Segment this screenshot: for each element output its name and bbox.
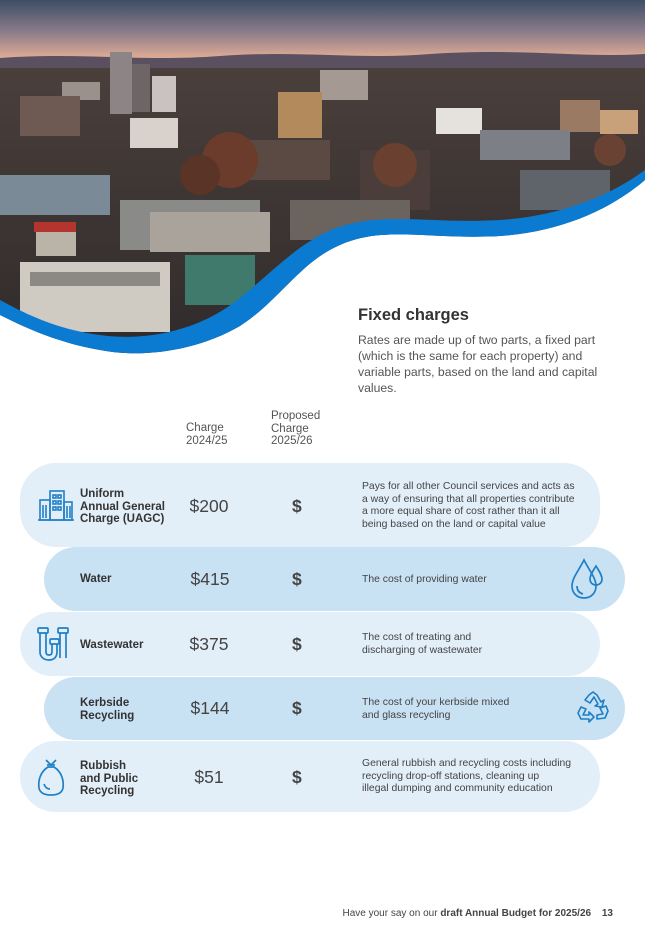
- city-skyline-image: [0, 0, 645, 370]
- charge-row-wastewater: [20, 612, 600, 676]
- charge-row-uagc: [20, 463, 600, 547]
- section-intro: Rates are made up of two parts, a fixed part (which is the same for each property) and variable parts, based on the land and capital values.: [358, 333, 598, 395]
- hero-city-photo: [0, 0, 645, 370]
- charge-name: Uniform Annual General Charge (UAGC): [80, 488, 165, 525]
- charge-description: The cost of providing water: [362, 574, 487, 585]
- column-header-proposed: [271, 410, 320, 448]
- charge-name: Rubbish and Public Recycling: [80, 760, 139, 797]
- page-footer: [342, 908, 613, 919]
- proposed-charge-2025-26: $: [292, 569, 302, 589]
- column-header-charge-line2: 2024/25: [186, 434, 228, 447]
- column-header-proposed-line1: Proposed: [271, 410, 321, 422]
- proposed-charge-2025-26: $: [292, 634, 302, 654]
- charge-row-water: [44, 547, 625, 611]
- footer-prefix: Have your say on our: [342, 908, 438, 919]
- charge-2024-25: $375: [189, 634, 229, 654]
- charge-description: Pays for all other Council services and acts as a way of ensuring that all properties contribute a more equal share of cost rather than it all being based on the land or capital value: [362, 481, 575, 530]
- recycle-icon: [576, 691, 610, 728]
- water-drop-icon: [569, 556, 605, 607]
- proposed-charge-2025-26: $: [292, 698, 302, 718]
- building-icon: [38, 488, 74, 527]
- charge-row-kerbside-recycling: [44, 677, 625, 740]
- charge-name: Wastewater: [80, 639, 144, 651]
- charge-description: The cost of treating and discharging of wastewater: [362, 632, 483, 656]
- charge-name: Water: [80, 573, 112, 585]
- charge-2024-25: $415: [190, 569, 230, 589]
- column-header-charge-line1: Charge: [186, 422, 224, 434]
- rubbish-bag-icon: [36, 757, 66, 802]
- charge-description: The cost of your kerbside mixed and glass recycling: [362, 697, 510, 721]
- pipe-icon: [36, 626, 72, 667]
- section-title: Fixed charges: [358, 306, 469, 324]
- proposed-charge-2025-26: $: [292, 767, 302, 787]
- charge-2024-25: $200: [189, 496, 229, 516]
- column-header-proposed-line3: 2025/26: [271, 435, 313, 447]
- footer-document-title: draft Annual Budget for 2025/26: [440, 908, 592, 919]
- charge-name: Kerbside Recycling: [80, 697, 135, 722]
- charge-row-rubbish-public-recycling: [20, 741, 600, 812]
- column-header-proposed-line2: Charge: [271, 422, 309, 435]
- page-number: 13: [601, 908, 613, 919]
- proposed-charge-2025-26: $: [292, 496, 302, 516]
- charge-description: General rubbish and recycling costs including recycling drop-off stations, cleaning up illegal dumping and community education: [362, 758, 572, 795]
- column-header-charge: [186, 422, 228, 447]
- charge-2024-25: $51: [194, 767, 224, 787]
- charge-2024-25: $144: [190, 698, 230, 718]
